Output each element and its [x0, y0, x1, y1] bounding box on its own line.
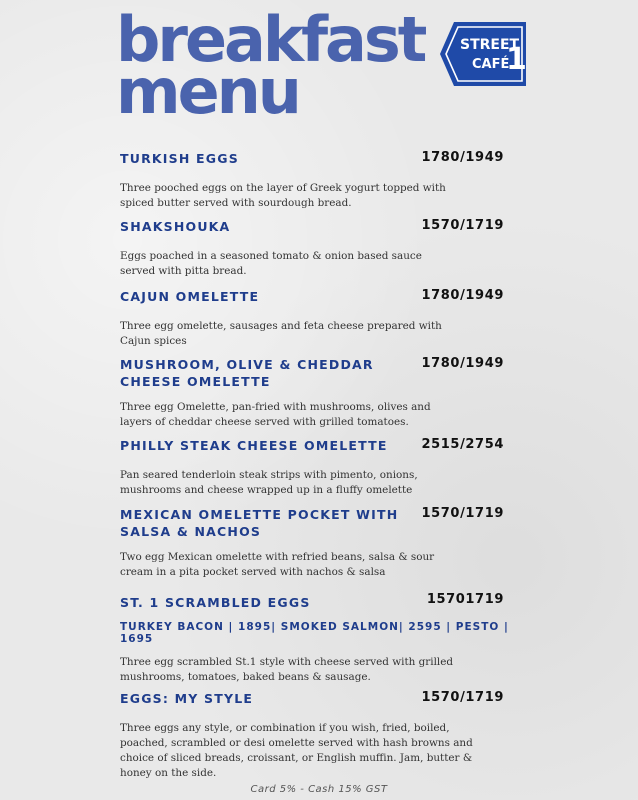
item-price: 2515/2754 [421, 437, 504, 452]
item-name: MUSHROOM, OLIVE & CHEDDAR CHEESE OMELETTE [120, 357, 374, 389]
menu-item [120, 150, 510, 211]
item-name: TURKISH EGGS [120, 151, 239, 166]
item-price: 1570/1719 [421, 218, 504, 233]
item-description: Three egg omelette, sausages and feta cheese prepared with Cajun spices [120, 320, 442, 347]
menu-item [120, 288, 510, 349]
item-price: 1780/1949 [421, 288, 504, 303]
item-name: ST. 1 SCRAMBLED EGGS [120, 595, 311, 610]
street-cafe-logo [438, 18, 528, 90]
item-name: PHILLY STEAK CHEESE OMELETTE [120, 438, 388, 453]
menu-item [120, 506, 510, 580]
item-description: Two egg Mexican omelette with refried beans, salsa & sour cream in a pita pocket served with nachos & salsa [120, 551, 435, 578]
item-name: CAJUN OMELETTE [120, 289, 260, 304]
title-line-breakfast: breakfast [116, 3, 425, 76]
item-description: Three eggs any style, or combination if you wish, fried, boiled, poached, scrambled or desi omelette served with hash browns and choice of sliced breads, croissant, or English muffin. Jam, butter & honey on the side. [120, 722, 473, 779]
menu-title [116, 3, 425, 128]
item-name: EGGS: MY STYLE [120, 691, 254, 706]
item-description: Three egg scrambled St.1 style with cheese served with grilled mushrooms, tomatoes, baked beans & sausage. [120, 656, 454, 683]
item-name: SHAKSHOUKA [120, 219, 231, 234]
item-price: 1780/1949 [421, 150, 504, 165]
logo-text-cafe: CAFÉ [472, 57, 510, 72]
menu-item [120, 218, 510, 279]
item-price: 15701719 [426, 592, 504, 607]
item-description: Pan seared tenderloin steak strips with pimento, onions, mushrooms and cheese wrapped up in a fluffy omelette [120, 469, 418, 496]
menu-item [120, 437, 510, 498]
item-price: 1570/1719 [421, 506, 504, 521]
logo-number: 1 [506, 42, 527, 77]
item-description: Three pooched eggs on the layer of Greek yogurt topped with spiced butter served with sourdough bread. [120, 182, 446, 209]
item-addons: TURKEY BACON | 1895| SMOKED SALMON| 2595 | PESTO | 1695 [120, 621, 509, 645]
menu-item [120, 690, 510, 781]
item-name: MEXICAN OMELETTE POCKET WITH SALSA & NACHOS [120, 507, 399, 539]
item-description: Three egg Omelette, pan-fried with mushrooms, olives and layers of cheddar cheese served with grilled tomatoes. [120, 401, 431, 428]
menu-item [120, 594, 510, 685]
title-line-menu: menu [116, 55, 299, 128]
item-price: 1570/1719 [421, 690, 504, 705]
item-price: 1780/1949 [421, 356, 504, 371]
gst-note: Card 5% - Cash 15% GST [250, 784, 388, 795]
logo-text-street: STREET [460, 37, 520, 53]
menu-item [120, 356, 510, 430]
item-description: Eggs poached in a seasoned tomato & onion based sauce served with pitta bread. [120, 250, 422, 277]
